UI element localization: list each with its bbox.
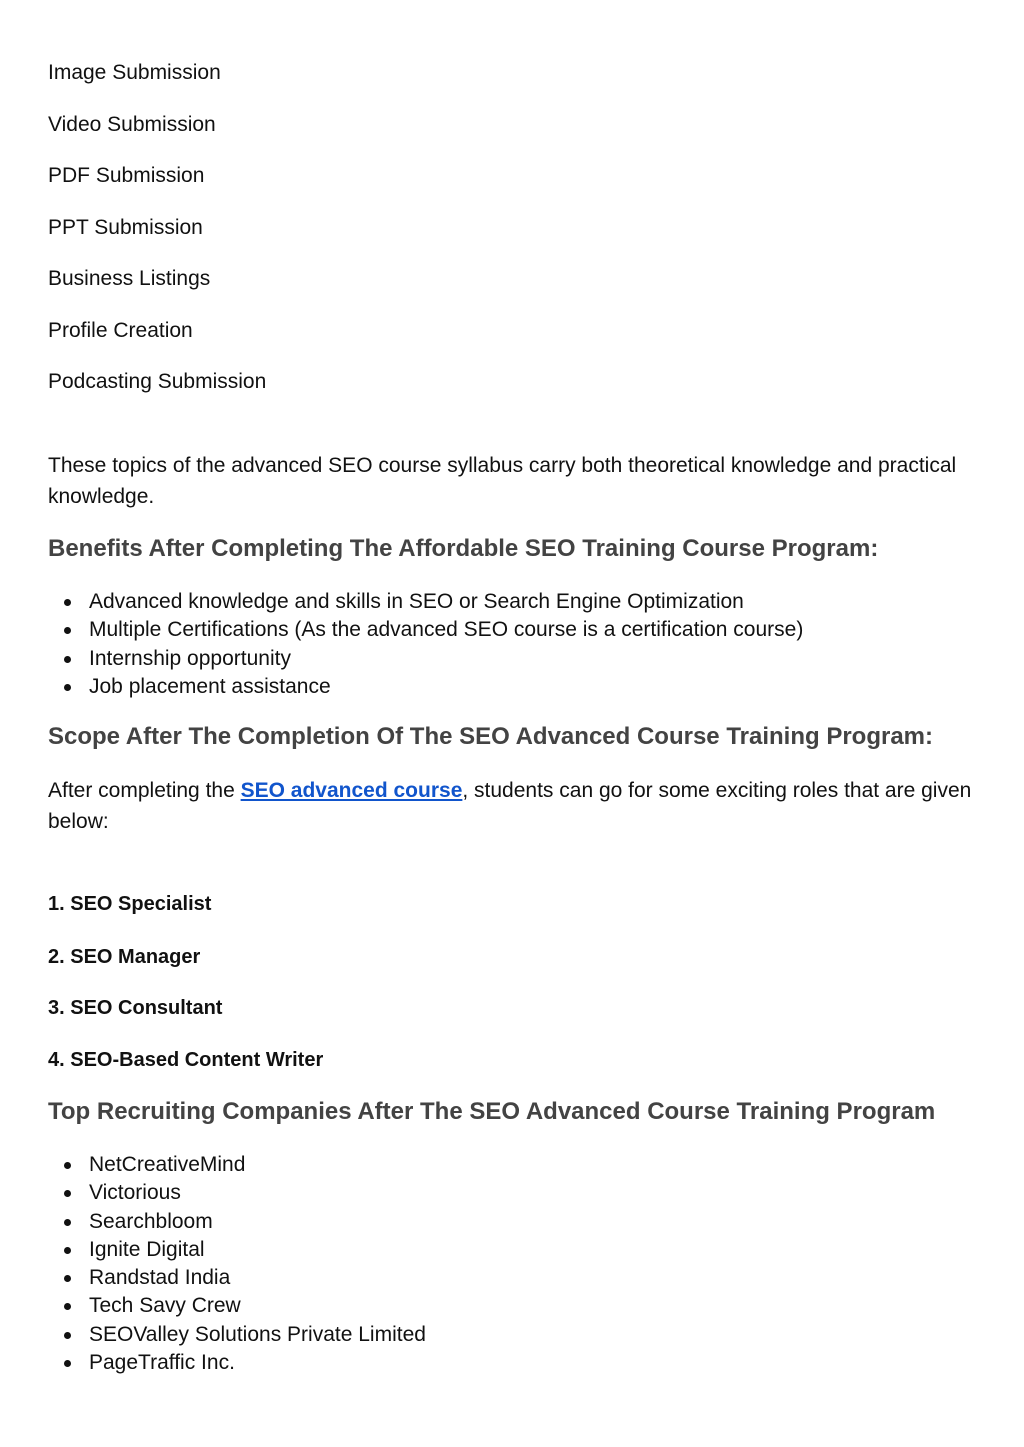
list-item-text: Tech Savy Crew (89, 1294, 241, 1318)
list-item-text: Internship opportunity (89, 646, 291, 670)
submission-item-ppt: PPT Submission (48, 216, 203, 239)
list-item-text: Job placement assistance (89, 674, 331, 698)
bullet-icon (64, 656, 71, 663)
bullet-icon (64, 1332, 71, 1339)
scope-text-before-link: After completing the (48, 779, 241, 802)
submission-item-pdf: PDF Submission (48, 164, 205, 187)
list-item (48, 588, 803, 616)
list-item-text: Searchbloom (89, 1209, 213, 1233)
list-item-text: NetCreativeMind (89, 1153, 246, 1176)
submission-item-podcasting: Podcasting Submission (48, 370, 267, 393)
recruiters-heading: Top Recruiting Companies After The SEO Advanced Course Training Program (48, 1098, 936, 1125)
list-item (48, 1292, 426, 1320)
submission-item-profile-creation: Profile Creation (48, 319, 193, 342)
role-item-seo-specialist: 1. SEO Specialist (48, 893, 212, 915)
list-item-text: PageTraffic Inc. (89, 1351, 235, 1375)
list-item-text: SEOValley Solutions Private Limited (89, 1322, 426, 1346)
bullet-icon (64, 1360, 71, 1367)
list-item-text: Ignite Digital (89, 1237, 205, 1261)
bullet-icon (64, 1162, 71, 1169)
bullet-icon (64, 1303, 71, 1310)
list-item (48, 1151, 426, 1179)
scope-text-after-link: , students can go for some exciting roles that are given below: (48, 779, 972, 833)
seo-advanced-course-link[interactable]: SEO advanced course (240, 779, 463, 802)
scope-heading: Scope After The Completion Of The SEO Advanced Course Training Program: (48, 723, 934, 750)
bullet-icon (64, 1275, 71, 1282)
bullet-icon (64, 1247, 71, 1254)
list-item-text: Victorious (89, 1181, 181, 1205)
role-item-content-writer: 4. SEO-Based Content Writer (48, 1049, 324, 1071)
submission-item-business-listings: Business Listings (48, 267, 211, 290)
list-item-text: Randstad India (89, 1266, 231, 1290)
bullet-icon (64, 1190, 71, 1197)
intro-paragraph: These topics of the advanced SEO course syllabus carry both theoretical knowledge and practical knowledge. (48, 454, 957, 508)
list-item (48, 1236, 426, 1264)
list-item-text: Advanced knowledge and skills in SEO or Search Engine Optimization (89, 590, 744, 613)
list-item (48, 1264, 426, 1292)
list-item (48, 1179, 426, 1207)
submission-item-video: Video Submission (48, 113, 216, 136)
scope-paragraph (48, 775, 978, 837)
recruiters-list (48, 1151, 426, 1377)
role-item-seo-consultant: 3. SEO Consultant (48, 997, 223, 1019)
list-item (48, 1208, 426, 1236)
submission-item-image: Image Submission (48, 61, 221, 84)
list-item (48, 673, 803, 701)
role-item-seo-manager: 2. SEO Manager (48, 946, 201, 968)
bullet-icon (64, 1219, 71, 1226)
list-item (48, 616, 803, 644)
list-item (48, 645, 803, 673)
bullet-icon (64, 599, 71, 606)
bullet-icon (64, 627, 71, 634)
benefits-heading: Benefits After Completing The Affordable SEO Training Course Program: (48, 535, 879, 562)
list-item (48, 1321, 426, 1349)
benefits-list (48, 588, 803, 701)
list-item-text: Multiple Certifications (As the advanced SEO course is a certification course) (89, 618, 804, 642)
bullet-icon (64, 684, 71, 691)
list-item (48, 1349, 426, 1377)
